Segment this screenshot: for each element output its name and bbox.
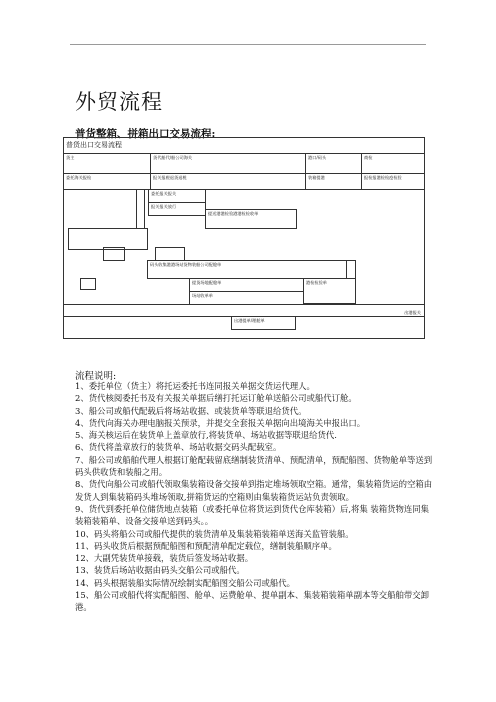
row2-cell-b [150, 173, 306, 190]
flow-box-3-label: 码头收集港港场站货物装船公司配舱单 [150, 262, 222, 267]
diagram-header: 普货出口交易流程 [66, 141, 122, 149]
column-port [305, 153, 362, 174]
flow-box-4a [189, 278, 304, 292]
list-item: 3、船公司或船代配载后将场站收据、或装货单等联退给货代。 [75, 405, 307, 416]
list-item: 9、货代到委托单位储货地点装箱（或委托单位将货运到货代仓库装箱）后,将集 装箱货物连同集装箱装箱单、设备交接单送到码头。。 [75, 503, 430, 527]
flow-box-6 [231, 316, 296, 330]
column-shipper [63, 153, 151, 174]
column-forwarder [150, 153, 306, 174]
list-item: 12、大副凭装货单接载，装货后签发场站收据。 [75, 553, 254, 564]
page-title: 外贸流程 [75, 90, 163, 114]
row2-cell-b-label: 报关报税退货退税 [153, 175, 187, 180]
flow-box-1a-label: 委托报关报关 [151, 191, 177, 196]
row2-cell-a-label: 委托海关报检 [66, 175, 92, 180]
column-inspection [361, 153, 425, 174]
section-subtitle: 普货整箱、拼箱出口交易流程: [75, 128, 216, 140]
row2-cell-a [63, 173, 151, 190]
list-item: 13、装货后场站收据由码头交船公司或船代。 [75, 565, 245, 576]
list-item: 7、船公司或船舶代理人根据订舱配载留底缮制装货清单、预配清单，预配船图、货物舱单等送到码头供收货和装船之用。 [75, 454, 433, 478]
flow-box-3 [147, 260, 347, 279]
list-item: 4、货代向海关办理电脑报关预录，并提交全套报关单据向出境海关申报出口。 [75, 417, 366, 428]
flow-box-4c [303, 278, 356, 304]
flow-box-4b-label: 场站收单单 [192, 293, 213, 298]
row2-cell-d-label: 报检报港检检疫检验 [364, 175, 402, 180]
flow-box-6-label: 出港提单/理舱单 [234, 318, 265, 323]
flow-box-small-c [80, 278, 96, 290]
flow-box-1b [148, 202, 206, 216]
list-item: 1、委托单位（货主）将托运委托书连同报关单据交货运代理人。 [75, 381, 315, 391]
flow-box-5-label: 出港报关 [404, 310, 421, 315]
list-item: 8、货代向船公司或船代领取集装箱设备交接单到指定堆场领取空箱。通常，集装箱货运的空箱由发货人到集装箱码头堆场领取,拼箱货运的空箱则由集装箱货运站负责领取。 [75, 479, 433, 502]
row2-cell-c [305, 173, 362, 190]
list-item: 10、码头将船公司或船代提供的装货清单及集装箱装箱单送海关监管装船。 [75, 528, 354, 539]
list-item: 11、码头收货后根据预配船图和预配清单配定载位，缮制装船顺序单。 [75, 540, 337, 551]
step-list [75, 380, 435, 614]
flow-box-1b-label: 报关报关放行 [151, 204, 177, 209]
flow-box-small-b [155, 247, 185, 261]
flow-box-4b [189, 291, 304, 305]
column-forwarder-label: 货代船代/船公司海关 [153, 155, 193, 160]
flow-box-1a [148, 189, 206, 203]
list-item: 6、货代将盖章放行的装货单、场站收据交码头配载室。 [75, 442, 282, 453]
flow-box-small-a [103, 247, 125, 261]
column-port-label: 港口/码头 [308, 155, 327, 160]
description-heading: 流程说明: [75, 371, 117, 382]
row2-cell-c-label: 装箱提港 [308, 175, 325, 180]
flow-box-4c-label: 港检检验单 [306, 280, 327, 285]
row2-cell-d [361, 173, 425, 190]
column-inspection-label: 商检 [364, 155, 373, 160]
list-item: 14、码头根据装船实际情况绘制实配船图交船公司或船代。 [75, 577, 296, 588]
flow-box-4a-label: 提货场地配舱单 [192, 280, 222, 285]
list-item: 2、货代核阅委托书及有关报关单据后缮打托运订舱单送船公司或船代订舱。 [75, 393, 357, 404]
flow-bar-left [136, 189, 145, 229]
list-item: 15、船公司或船代将实配船图、舱单、运费舱单、提单副本、集装箱装箱单副本等交船舶带交卸港。 [75, 590, 430, 613]
list-item: 5、海关核运后在装货单上盖章放行,将装货单、场站收据等联退给货代. [75, 430, 337, 441]
flow-box-2 [205, 209, 297, 229]
flow-box-2-label: 提送港港检验港港检检收单 [208, 211, 259, 216]
top-divider [70, 44, 426, 45]
flow-box-3-tail [346, 260, 356, 279]
column-shipper-label: 货主 [66, 155, 75, 160]
